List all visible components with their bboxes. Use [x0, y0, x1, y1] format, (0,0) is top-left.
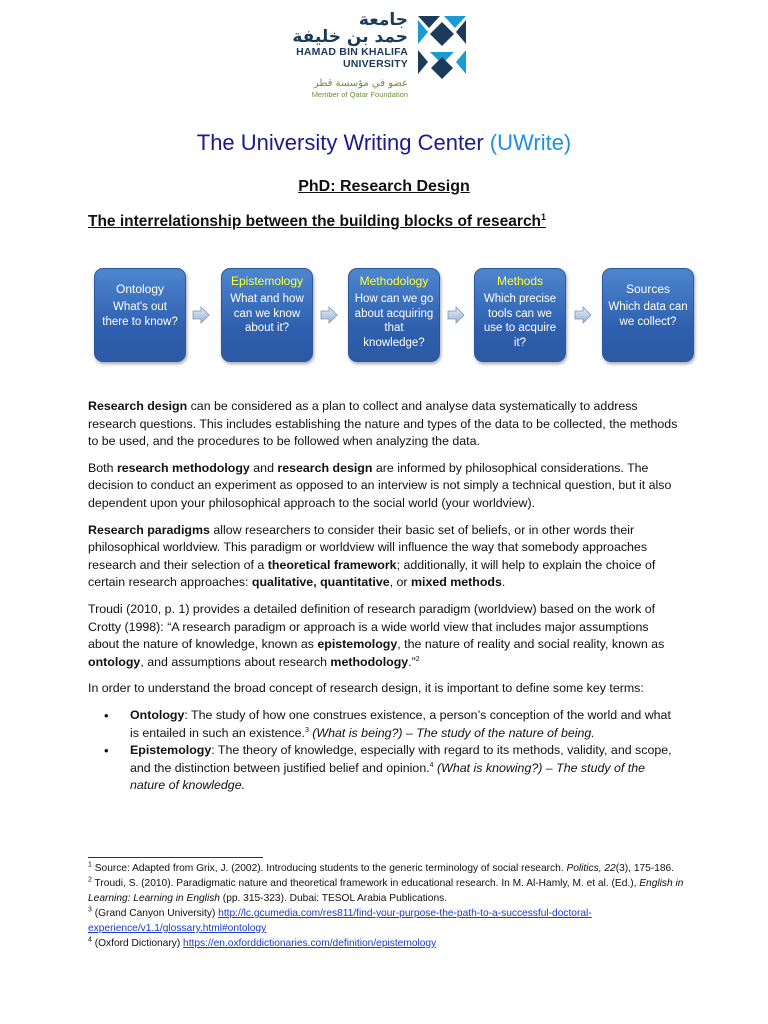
term-research-paradigms: Research paradigms [88, 522, 210, 537]
definition-text: : The theory of knowledge, especially with regard to its methods, validity, and scope, and the distinction between justified belief and opinion. [130, 743, 672, 775]
footnote-2 [88, 876, 688, 906]
block-ontology [94, 268, 186, 362]
term-qualitative-quantitative: qualitative, quantitative [251, 575, 390, 590]
block-methods [474, 268, 566, 362]
arrow-right-icon [192, 306, 210, 324]
paragraph-text: are informed by philosophical considerations. The decision to conduct an experiment as opposed to an interview is not simply a technical question, but it also dependent upon your philosophical approach to the social world (your worldview). [88, 460, 672, 510]
footnote-text: (Grand Canyon University) [91, 908, 219, 919]
footnote-text: Source: Adapted from Grix, J. (2002). Introducing students to the generic terminology of social research. [91, 863, 567, 874]
paragraph-text: ; additionally, it will help to explain the choice of certain research approaches: [88, 557, 656, 590]
arrow-right-icon [447, 306, 465, 324]
term-methodology: methodology [330, 654, 409, 669]
footnote-3 [88, 906, 688, 936]
block-sources [602, 268, 694, 362]
body-text [88, 398, 682, 795]
paragraph-text: and [249, 460, 278, 475]
paragraph-research-paradigms [88, 522, 682, 592]
footnote-number: 2 [88, 876, 92, 884]
arrow-right-icon [574, 306, 592, 324]
term-research-methodology: research methodology [116, 460, 250, 475]
block-epistemology-title: Epistemology [230, 274, 304, 288]
footnote-link-oxford[interactable]: https://en.oxforddictionaries.com/definition/epistemology [183, 938, 437, 949]
paragraph-text: Both [88, 460, 117, 475]
paragraph-text: allow researchers to consider their basic set of beliefs, or in other words their philosophical worldview. This paradigm or worldview will influence the way that somebody approaches research and their selection of a [88, 522, 648, 572]
logo-member-english: Member of Qatar Foundation [311, 90, 408, 99]
footnote-ref-1: 1 [541, 212, 547, 222]
footnote-number: 4 [88, 936, 92, 944]
logo-member-arabic: عضو في مؤسسة قطر [313, 78, 408, 89]
footnote-number: 3 [88, 906, 92, 914]
term-research-design: Research design [88, 399, 188, 413]
block-methods-title: Methods [496, 274, 544, 288]
definition-note: (What is being?) – The study of the nature of being. [308, 725, 595, 740]
footnote-ref-2: 2 [415, 655, 420, 663]
footnotes [88, 861, 688, 951]
logo-arabic-name-1: جامعة [358, 10, 408, 30]
block-epistemology [221, 268, 313, 362]
footnote-journal: Politics, 22 [566, 863, 616, 874]
term-ontology: Ontology [130, 707, 185, 722]
footnote-4 [88, 936, 688, 951]
term-research-design: research design [277, 460, 373, 475]
block-methodology-question: How can we go about acquiring that knowledge? [354, 293, 434, 349]
hbku-logo-mark-icon [418, 16, 466, 82]
paragraph-text: , the nature of reality and social reality, known as [397, 637, 665, 652]
term-epistemology: epistemology [317, 637, 398, 652]
footnote-separator [88, 857, 263, 858]
paragraph-troudi [88, 601, 682, 671]
logo-english-name-2: UNIVERSITY [342, 58, 408, 70]
footnote-book-title: English in Learning: Learning in English [88, 878, 684, 904]
block-methodology-title: Methodology [359, 274, 429, 288]
page-subtitle: PhD: Research Design [298, 178, 470, 195]
university-logo [290, 12, 480, 110]
page-title-main: The University Writing Center [196, 130, 484, 155]
block-methodology [348, 268, 440, 362]
research-blocks-diagram [94, 268, 694, 362]
footnote-ref-3: 3 [304, 726, 309, 734]
paragraph-text: can be considered as a plan to collect and analyse data systematically to address research questions. This includes establishing the nature and types of the data to be collected, the methods to be used, and the procedures to be followed when analyzing the data. [88, 399, 678, 449]
logo-text [290, 12, 408, 100]
block-ontology-question: What's out there to know? [102, 301, 178, 328]
footnote-text: (pp. 315-323). Dubai: TESOL Arabia Publications. [219, 893, 448, 904]
paragraph-text: Troudi (2010, p. 1) provides a detailed definition of research paradigm (worldview) based on the work of Crotty (1998): “A research paradigm or approach is a wide world view that includes major assumptions about the nature of knowledge, known as [88, 601, 656, 652]
footnote-text: Troudi, S. (2010). Paradigmatic nature and theoretical framework in educational research. In M. Al-Hamly, M. et al. (Ed.), [91, 878, 640, 889]
page-title [0, 130, 768, 156]
page-title-acronym: (UWrite) [489, 130, 572, 155]
term-epistemology: Epistemology [130, 743, 212, 758]
paragraph-text: . [501, 575, 506, 590]
list-item-epistemology [88, 742, 682, 795]
definition-text: : The study of how one construes existence, a person’s conception of the world and what is entailed in such an existence. [130, 707, 671, 740]
key-terms-list [88, 707, 682, 795]
block-ontology-title: Ontology [115, 282, 165, 296]
logo-english-name-1: HAMAD BIN KHALIFA [296, 46, 408, 58]
footnote-ref-4: 4 [429, 761, 434, 769]
block-sources-title: Sources [625, 282, 671, 296]
footnote-text: (Oxford Dictionary) [91, 938, 184, 949]
block-epistemology-question: What and how can we know about it? [230, 293, 304, 334]
footnote-number: 1 [88, 861, 92, 869]
footnote-link-gcu[interactable]: http://lc.gcumedia.com/res811/find-your-purpose-the-path-to-a-successful-doctoral-experience/v1.1/glossary.html#ontology [88, 908, 592, 934]
section-heading [88, 212, 546, 231]
logo-arabic-name-2: حمد بن خليفة [292, 27, 408, 47]
block-sources-question: Which data can we collect? [608, 301, 688, 328]
definition-note: (What is knowing?) – The study of the nature of knowledge. [130, 760, 645, 793]
block-methods-question: Which precise tools can we use to acquire it? [483, 293, 557, 349]
paragraph-text: .” [408, 654, 416, 669]
paragraph-key-terms: In order to understand the broad concept of research design, it is important to define some key terms: [88, 681, 644, 696]
section-heading-text: The interrelationship between the building blocks of research [88, 213, 542, 231]
footnote-1 [88, 861, 688, 876]
list-item-ontology [88, 707, 682, 742]
arrow-right-icon [320, 306, 338, 324]
paragraph-text: , or [389, 575, 411, 590]
term-ontology: ontology [88, 654, 141, 669]
footnote-text: (3), 175-186. [615, 863, 675, 874]
paragraph-research-design [88, 398, 682, 451]
paragraph-methodology-design [88, 460, 682, 513]
term-mixed-methods: mixed methods [410, 575, 502, 590]
term-theoretical-framework: theoretical framework [267, 557, 397, 572]
paragraph-text: , and assumptions about research [140, 654, 331, 669]
